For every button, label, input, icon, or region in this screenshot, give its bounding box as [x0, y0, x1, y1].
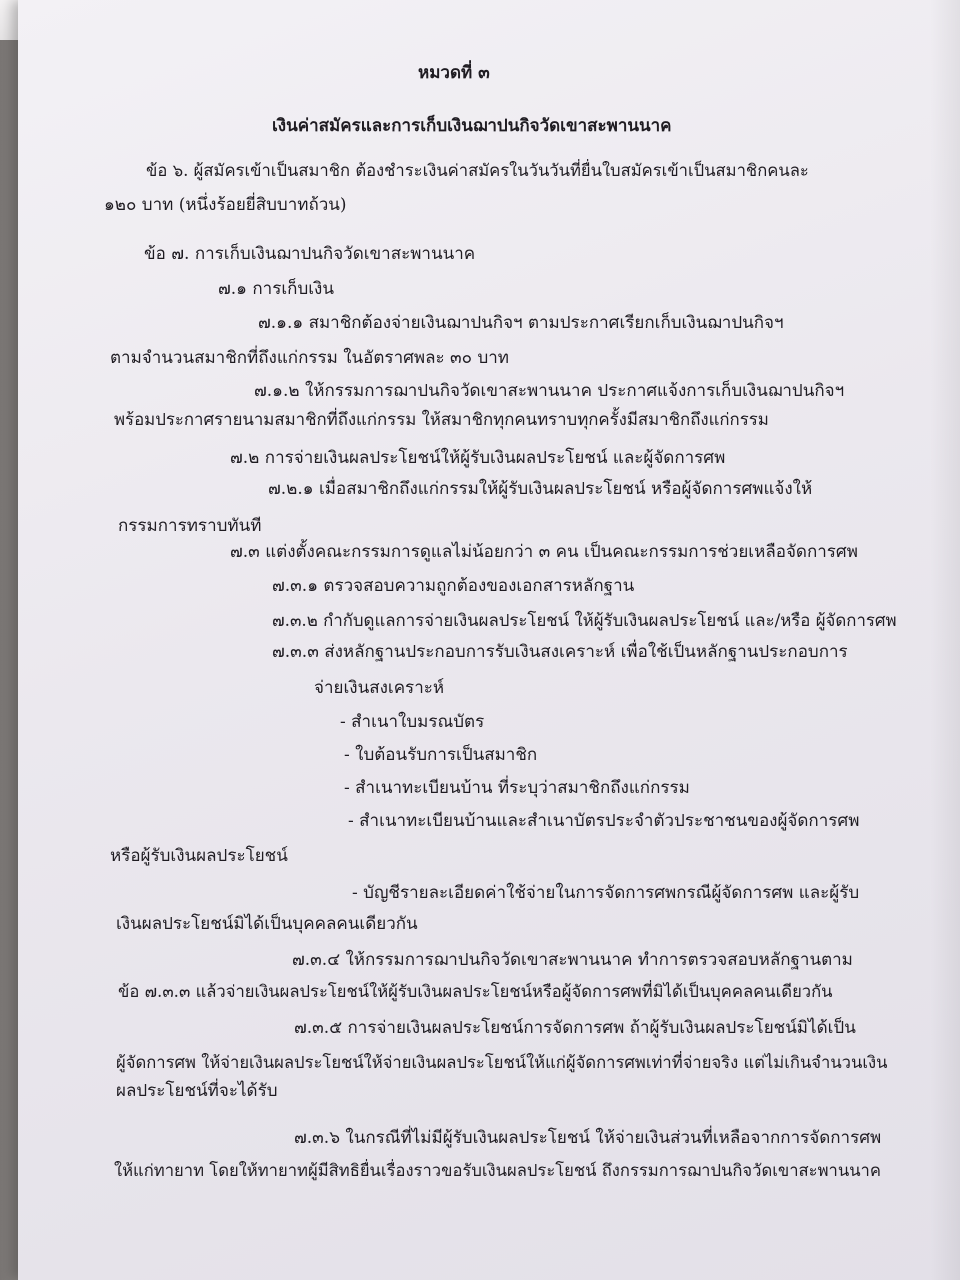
- clause-7-3-5-line-3: ผลประโยชน์ที่จะได้รับ: [116, 1081, 278, 1101]
- clause-7-1-2-line-1: ๗.๑.๒ ให้กรรมการฌาปนกิจวัดเขาสะพานนาค ประกาศแจ้งการเก็บเงินฌาปนกิจฯ: [254, 381, 845, 401]
- document-page: [18, 0, 960, 1280]
- clause-7-3-3-line-2: จ่ายเงินสงเคราะห์: [314, 678, 445, 698]
- clause-7-2-heading: ๗.๒ การจ่ายเงินผลประโยชน์ให้ผู้รับเงินผลประโยชน์ และผู้จัดการศพ: [230, 448, 726, 468]
- clause-7-3-5-line-2: ผู้จัดการศพ ให้จ่ายเงินผลประโยชน์ให้จ่ายเงินผลประโยชน์ให้แก่ผู้จัดการศพเท่าที่จ่ายจริง แต่ไม่เกินจำนวนเงิน: [116, 1053, 888, 1072]
- clause-7-3-6-line-2: ให้แก่ทายาท โดยให้ทายาทผู้มีสิทธิยื่นเรื่องราวขอรับเงินผลประโยชน์ ถึงกรรมการฌาปนกิจวัดเขาสะพานนาค: [114, 1161, 881, 1180]
- doc-item-death-certificate: - สำเนาใบมรณบัตร: [340, 712, 485, 732]
- doc-item-id-card-line-2: หรือผู้รับเงินผลประโยชน์: [110, 846, 288, 866]
- clause-7-1-2-line-2: พร้อมประกาศรายนามสมาชิกที่ถึงแก่กรรม ให้สมาชิกทุกคนทราบทุกครั้งมีสมาชิกถึงแก่กรรม: [114, 409, 769, 429]
- clause-7-3-heading: ๗.๓ แต่งตั้งคณะกรรมการดูแลไม่น้อยกว่า ๓ คน เป็นคณะกรรมการช่วยเหลือจัดการศพ: [230, 542, 858, 562]
- chapter-heading: หมวดที่ ๓: [418, 63, 490, 83]
- clause-7-1-1-line-2: ตามจำนวนสมาชิกที่ถึงแก่กรรม ในอัตราศพละ ๓๐ บาท: [110, 348, 510, 368]
- doc-item-expense-list-line-2: เงินผลประโยชน์มิได้เป็นบุคคลคนเดียวกัน: [116, 914, 418, 934]
- doc-item-membership-receipt: - ใบต้อนรับการเป็นสมาชิก: [344, 745, 538, 765]
- document-title: เงินค่าสมัครและการเก็บเงินฌาปนกิจวัดเขาสะพานนาค: [272, 116, 672, 136]
- clause-7-1-1-line-1: ๗.๑.๑ สมาชิกต้องจ่ายเงินฌาปนกิจฯ ตามประกาศเรียกเก็บเงินฌาปนกิจฯ: [258, 313, 784, 333]
- clause-7-3-2: ๗.๓.๒ กำกับดูแลการจ่ายเงินผลประโยชน์ ให้ผู้รับเงินผลประโยชน์ และ/หรือ ผู้จัดการศพ: [272, 610, 897, 630]
- clause-6-line-2: ๑๒๐ บาท (หนึ่งร้อยยี่สิบบาทถ้วน): [104, 195, 347, 215]
- doc-item-house-registration: - สำเนาทะเบียนบ้าน ที่ระบุว่าสมาชิกถึงแก่กรรม: [344, 778, 690, 798]
- clause-7-3-6-line-1: ๗.๓.๖ ในกรณีที่ไม่มีผู้รับเงินผลประโยชน์ ให้จ่ายเงินส่วนที่เหลือจากการจัดการศพ: [294, 1128, 882, 1148]
- doc-item-expense-list-line-1: - บัญชีรายละเอียดค่าใช้จ่ายในการจัดการศพกรณีผู้จัดการศพ และผู้รับ: [352, 883, 860, 903]
- clause-7-3-4-line-2: ข้อ ๗.๓.๓ แล้วจ่ายเงินผลประโยชน์ให้ผู้รับเงินผลประโยชน์หรือผู้จัดการศพที่มิได้เป็นบุคคลคนเดียวกัน: [118, 982, 833, 1001]
- clause-7-2-1-line-1: ๗.๒.๑ เมื่อสมาชิกถึงแก่กรรมให้ผู้รับเงินผลประโยชน์ หรือผู้จัดการศพแจ้งให้: [268, 479, 813, 499]
- clause-7-3-1: ๗.๓.๑ ตรวจสอบความถูกต้องของเอกสารหลักฐาน: [272, 576, 635, 596]
- clause-7-heading: ข้อ ๗. การเก็บเงินฌาปนกิจวัดเขาสะพานนาค: [144, 244, 476, 264]
- doc-item-id-card-line-1: - สำเนาทะเบียนบ้านและสำเนาบัตรประจำตัวประชาชนของผู้จัดการศพ: [348, 811, 860, 831]
- clause-7-3-5-line-1: ๗.๓.๕ การจ่ายเงินผลประโยชน์การจัดการศพ ถ้าผู้รับเงินผลประโยชน์มิได้เป็น: [294, 1018, 856, 1038]
- clause-7-3-4-line-1: ๗.๓.๔ ให้กรรมการฌาปนกิจวัดเขาสะพานนาค ทำการตรวจสอบหลักฐานตาม: [292, 950, 853, 970]
- clause-7-2-1-line-2: กรรมการทราบทันที: [118, 516, 262, 536]
- clause-6-line-1: ข้อ ๖. ผู้สมัครเข้าเป็นสมาชิก ต้องชำระเงินค่าสมัครในวันวันที่ยื่นใบสมัครเข้าเป็นสมาชิกคนละ: [146, 161, 809, 180]
- clause-7-1-heading: ๗.๑ การเก็บเงิน: [218, 279, 334, 299]
- clause-7-3-3-line-1: ๗.๓.๓ ส่งหลักฐานประกอบการรับเงินสงเคราะห์ เพื่อใช้เป็นหลักฐานประกอบการ: [272, 642, 848, 662]
